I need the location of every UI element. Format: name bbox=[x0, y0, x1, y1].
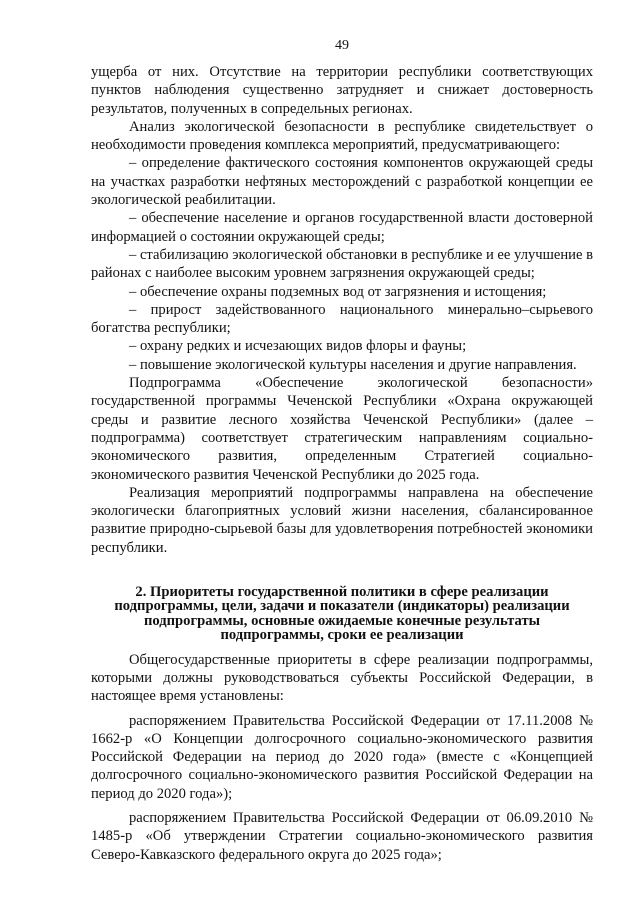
section-2-body bbox=[91, 651, 593, 864]
page-number: 49 bbox=[335, 38, 349, 53]
list-item-groundwater: – обеспечение охраны подземных вод от загрязнения и истощения; bbox=[129, 283, 547, 300]
list-item-information: – обеспечение население и органов государственной власти достоверной информацией о состоянии окружающей среды; bbox=[91, 210, 593, 245]
paragraph-priorities: Общегосударственные приоритеты в сфере реализации подпрограммы, которыми должны руководствоваться субъекты Российской Федерации, в настоящее время установлены: bbox=[91, 651, 593, 705]
intro-section bbox=[91, 63, 593, 557]
section-heading-line: подпрограммы, сроки ее реализации bbox=[220, 627, 464, 644]
paragraph-subprogram: Подпрограмма «Обеспечение экологической безопасности» государственной программы Чеченской Республики «Охрана окружающей среды и развитие лесного хозяйства Чеченской Республики» (далее – подпрограмма) соответствует стратегическим направлениям социально-экономического развития, определенным Стратегией социально-экономического развития Чеченской Республики до 2025 года. bbox=[91, 375, 593, 483]
list-item-stabilization: – стабилизацию экологической обстановки в республике и ее улучшение в районах с наиболее высоким уровнем загрязнения окружающей среды; bbox=[91, 246, 593, 282]
paragraph-analysis: Анализ экологической безопасности в республике свидетельствует о необходимости проведения комплекса мероприятий, предусматривающего: bbox=[91, 118, 593, 154]
section-heading-line: подпрограммы, цели, задачи и показатели (индикаторы) реализации bbox=[114, 598, 570, 615]
paragraph-decree-1662: распоряжением Правительства Российской Федерации от 17.11.2008 № 1662-р «О Концепции долгосрочного социально-экономического развития Российской Федерации на период до 2020 года» (вместе с «Концепцией долгосрочного социально-экономического развития Российской Федерации на период до 2020 года»); bbox=[91, 712, 593, 802]
paragraph-decree-1485: распоряжением Правительства Российской Федерации от 06.09.2010 № 1485-р «Об утверждении Стратегии социально-экономического развития Северо-Кавказского федерального округа до 2025 года»; bbox=[91, 810, 593, 863]
section-heading-line: подпрограммы, основные ожидаемые конечные результаты bbox=[143, 612, 541, 629]
list-item-mineral-resources: – прирост задействованного национального минерально–сырьевого богатства республики; bbox=[91, 301, 593, 337]
list-item-flora-fauna: – охрану редких и исчезающих видов флоры и фауны; bbox=[129, 338, 467, 355]
document-page bbox=[91, 38, 593, 864]
list-item-monitoring: – определение фактического состояния компонентов окружающей среды на участках разработки нефтяных месторождений с разработкой концепции ее экологической реабилитации. bbox=[91, 155, 593, 209]
section-heading-line: 2. Приоритеты государственной политики в сфере реализации bbox=[135, 584, 549, 601]
paragraph-implementation: Реализация мероприятий подпрограммы направлена на обеспечение экологически благоприятных условий жизни населения, сбалансированное развитие природно-сырьевой базы для удовлетворения потребностей экономики республики. bbox=[91, 484, 593, 556]
paragraph-continuation: ущерба от них. Отсутствие на территории республики соответствующих пунктов наблюдения существенно затрудняет и снижает достоверность результатов, полученных в сопредельных регионах. bbox=[91, 64, 593, 117]
section-heading bbox=[91, 585, 593, 643]
list-item-ecological-culture: – повышение экологической культуры населения и другие направления. bbox=[129, 356, 577, 373]
